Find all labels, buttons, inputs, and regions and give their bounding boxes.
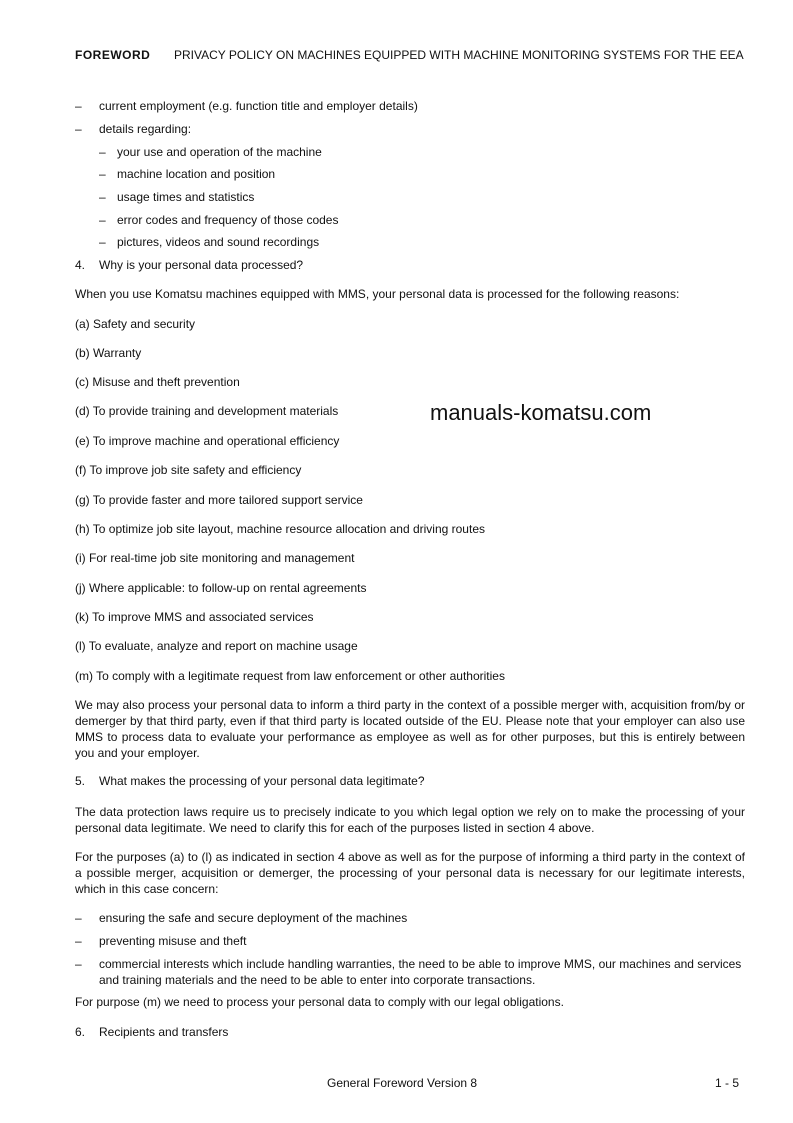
list-bullet: –	[75, 122, 82, 136]
page-number: 1 - 5	[715, 1076, 740, 1090]
list-item: details regarding:	[99, 122, 192, 136]
list-item: current employment (e.g. function title and employer details)	[99, 99, 418, 113]
section-5-p3: For purpose (m) we need to process your personal data to comply with our legal obligations.	[75, 995, 564, 1009]
section-6-title: Recipients and transfers	[99, 1025, 229, 1039]
header-title: PRIVACY POLICY ON MACHINES EQUIPPED WITH MACHINE MONITORING SYSTEMS FOR THE EEA	[174, 48, 744, 62]
section-5-title: What makes the processing of your personal data legitimate?	[99, 774, 425, 788]
section-4-number: 4.	[75, 258, 86, 272]
list-bullet: –	[99, 190, 106, 204]
section-4-title: Why is your personal data processed?	[99, 258, 304, 272]
list-bullet: –	[99, 213, 106, 227]
section-4-intro: When you use Komatsu machines equipped with MMS, your personal data is processed for the following reasons:	[75, 287, 680, 301]
reason-item: (h) To optimize job site layout, machine resource allocation and driving routes	[75, 522, 485, 536]
list-bullet: –	[75, 99, 82, 113]
reason-item: (e) To improve machine and operational efficiency	[75, 434, 340, 448]
list-item: error codes and frequency of those codes	[117, 213, 339, 227]
reason-item: (c) Misuse and theft prevention	[75, 375, 240, 389]
reason-item: (g) To provide faster and more tailored support service	[75, 493, 363, 507]
reason-item: (a) Safety and security	[75, 317, 196, 331]
reason-item: (m) To comply with a legitimate request from law enforcement or other authorities	[75, 669, 505, 683]
section-5-number: 5.	[75, 774, 86, 788]
list-bullet: –	[99, 145, 106, 159]
section-6-number: 6.	[75, 1025, 86, 1039]
section-4-outro: We may also process your personal data to inform a third party in the context of a possible merger with, acquisition from/by or demerger by that third party, even if that third party is located outside of the EU. Please note that your employer can also use MMS to process data to evaluate your performance as employee as well as for other purposes, but this is entirely between you and your employer.	[75, 698, 745, 760]
list-bullet: –	[75, 957, 82, 971]
header-section: FOREWORD	[75, 48, 151, 62]
list-bullet: –	[99, 167, 106, 181]
reason-item: (i) For real-time job site monitoring and management	[75, 551, 355, 565]
reason-item: (k) To improve MMS and associated services	[75, 610, 314, 624]
footer-title: General Foreword Version 8	[327, 1076, 478, 1090]
list-item: pictures, videos and sound recordings	[117, 235, 320, 249]
list-item: usage times and statistics	[117, 190, 255, 204]
reason-item: (d) To provide training and development materials	[75, 404, 339, 418]
section-5-p1: The data protection laws require us to precisely indicate to you which legal option we rely on to make the processing of your personal data legitimate. We need to clarify this for each of the purposes listed in section 4 above.	[75, 805, 745, 835]
section-5-p2: For the purposes (a) to (l) as indicated in section 4 above as well as for the purpose of informing a third party in the context of a possible merger, acquisition or demerger, the processing of your personal data is necessary for our legitimate interests, which in this case concern:	[75, 850, 745, 896]
interest-item: commercial interests which include handling warranties, the need to be able to improve MMS, our machines and services and training materials and the need to be able to enter into corporate transactions.	[99, 957, 742, 987]
reason-item: (f) To improve job site safety and efficiency	[75, 463, 302, 477]
reason-item: (l) To evaluate, analyze and report on machine usage	[75, 639, 358, 653]
list-item: machine location and position	[117, 167, 276, 181]
reason-item: (b) Warranty	[75, 346, 142, 360]
reason-item: (j) Where applicable: to follow-up on rental agreements	[75, 581, 367, 595]
watermark: manuals-komatsu.com	[430, 400, 652, 425]
list-bullet: –	[99, 235, 106, 249]
list-item: your use and operation of the machine	[117, 145, 322, 159]
list-bullet: –	[75, 911, 82, 925]
interest-item: ensuring the safe and secure deployment of the machines	[99, 911, 408, 925]
list-bullet: –	[75, 934, 82, 948]
interest-item: preventing misuse and theft	[99, 934, 247, 948]
